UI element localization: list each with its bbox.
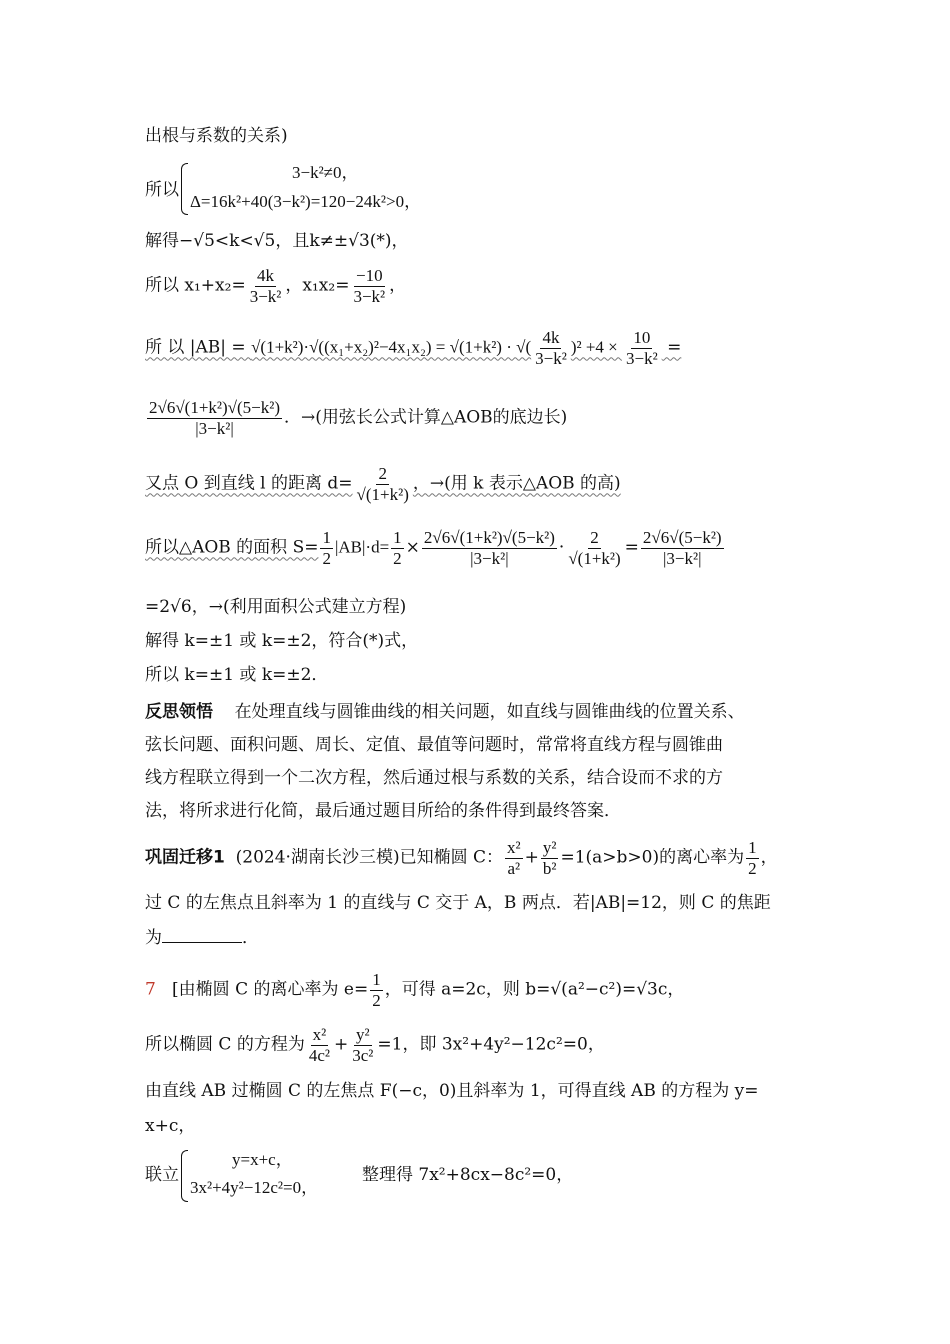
formula-line: 所以△AOB 的面积 S= $\frac{1}{2}$ |AB|·d= $\frac{1}{2}$ × $\frac{\text{2√6√(1+k²)√(5−k²)}}{\text{|3−k²|}}$ · $\frac{2}{\text{√(1+k²)}}$ = $\frac{\text{2√6√(5−k²)}}{\text{|3−k²|}}$ xyxy=(145,528,722,568)
reflection-line: 反思领悟 在处理直线与圆锥曲线的相关问题，如直线与圆锥曲线的位置关系、 xyxy=(145,702,745,722)
left-brace xyxy=(181,1150,188,1202)
system-label: 所以 xyxy=(145,180,179,200)
left-brace xyxy=(181,163,188,215)
solution-line: 所以椭圆 C 的方程为 $\frac{\text{x²}}{\text{4c²}}$ + $\frac{\text{y²}}{\text{3c²}}$ =1，即 3x²+4y²−12c²=0， xyxy=(145,1025,605,1065)
solution-line: 由直线 AB 过椭圆 C 的左焦点 F(−c，0)且斜率为 1，可得直线 AB 的方程为 y= xyxy=(145,1081,759,1101)
solution-line: x+c， xyxy=(145,1116,196,1136)
fraction: $\frac{\text{x²}}{\text{4c²}}$ xyxy=(308,1025,330,1065)
text-line: 解得−√5<k<√5，且k≠±√3(*)， xyxy=(145,231,409,251)
fraction: $\frac{2}{\text{√(1+k²)}}$ xyxy=(568,528,621,568)
fraction: $\frac{1}{2}$ xyxy=(372,970,381,1010)
question-line: 过 C 的左焦点且斜率为 1 的直线与 C 交于 A，B 两点．若|AB|=12，则 C 的焦距 xyxy=(145,893,771,913)
text-line: 出根与系数的关系) xyxy=(145,126,288,146)
fraction: $\frac{10}{\text{3−k²}}$ xyxy=(626,328,658,368)
system-equation: Δ=16k²+40(3−k²)=120−24k²>0， xyxy=(190,192,422,211)
fraction: $\frac{\text{x²}}{\text{a²}}$ xyxy=(507,838,521,878)
question-line: 巩固迁移1 (2024·湖南长沙三模)已知椭圆 C： $\frac{\text{x²}}{\text{a²}}$ + $\frac{\text{y²}}{\text{b²}}$ =1(a>b>0)的离心率为 $\frac{1}{2}$ ， xyxy=(145,838,778,878)
formula-line: 所以 x₁+x₂= $\frac{4k}{\text{3−k²}}$ ，x₁x₂= $\frac{-10}{\text{3−k²}}$ ， xyxy=(145,266,407,306)
system-label: 联立 xyxy=(145,1165,179,1185)
solution-line: 整理得 7x²+8cx−8c²=0， xyxy=(362,1165,574,1185)
formula-line: 又点 O 到直线 l 的距离 d= $\frac{2}{\text{√(1+k²)}}$ ，→(用 k 表示△AOB 的高) xyxy=(145,464,621,504)
question-line: 为 ． xyxy=(145,928,259,948)
fraction: $\frac{1}{2}$ xyxy=(748,838,757,878)
fraction: $\frac{2}{\text{√(1+k²)}}$ xyxy=(356,464,409,504)
fraction: $\frac{\text{y²}}{\text{3c²}}$ xyxy=(352,1025,374,1065)
reflection-title: 反思领悟 xyxy=(145,702,213,722)
reflection-line: 法，将所求进行化简，最后通过题目所给的条件得到最终答案． xyxy=(145,801,621,821)
reflection-line: 线方程联立得到一个二次方程，然后通过根与系数的关系，结合设而不求的方 xyxy=(145,768,723,788)
reflection-line: 弦长问题、面积问题、周长、定值、最值等问题时，常常将直线方程与圆锥曲 xyxy=(145,735,723,755)
answer-value: 7 xyxy=(145,979,156,1000)
fraction: $\frac{1}{2}$ xyxy=(393,528,402,568)
question-title: 巩固迁移1 xyxy=(145,847,225,868)
fraction: $\frac{-10}{\text{3−k²}}$ xyxy=(353,266,386,306)
system-equation: 3−k²≠0， xyxy=(292,163,359,182)
formula-line: 所 以 |AB| = √(1+k²)·√((x₁+x₂)²−4x₁x₂) = √(1+k²) · √( $\frac{4k}{\text{3−k²}}$ )² +4 × $\frac{10}{\text{3−k²}}$ = xyxy=(145,328,682,368)
fraction: $\frac{1}{2}$ xyxy=(322,528,331,568)
fraction: $\frac{4k}{\text{3−k²}}$ xyxy=(535,328,567,368)
text-line: 解得 k=±1 或 k=±2，符合(*)式， xyxy=(145,631,419,651)
formula-line: $\frac{\text{2√6√(1+k²)√(5−k²)}}{\text{|3−k²|}}$ ．→(用弦长公式计算△AOB的底边长) xyxy=(149,398,568,438)
fraction: $\frac{\text{y²}}{\text{b²}}$ xyxy=(542,838,557,878)
answer-blank xyxy=(162,942,242,943)
text-line: 所以 k=±1 或 k=±2． xyxy=(145,665,329,685)
solution-line: 7 [由椭圆 C 的离心率为 e= $\frac{1}{2}$ ，可得 a=2c，则 b=√(a²−c²)=√3c， xyxy=(145,970,685,1010)
fraction: $\frac{\text{2√6√(1+k²)√(5−k²)}}{\text{|3−k²|}}$ xyxy=(149,398,281,438)
system-equation: y=x+c， xyxy=(232,1150,293,1169)
fraction: $\frac{\text{2√6√(5−k²)}}{\text{|3−k²|}}$ xyxy=(642,528,722,568)
fraction: $\frac{\text{2√6√(1+k²)√(5−k²)}}{\text{|3−k²|}}$ xyxy=(423,528,555,568)
text-line: =2√6，→(利用面积公式建立方程) xyxy=(145,597,407,617)
fraction: $\frac{4k}{\text{3−k²}}$ xyxy=(249,266,282,306)
system-equation: 3x²+4y²−12c²=0， xyxy=(190,1178,319,1197)
